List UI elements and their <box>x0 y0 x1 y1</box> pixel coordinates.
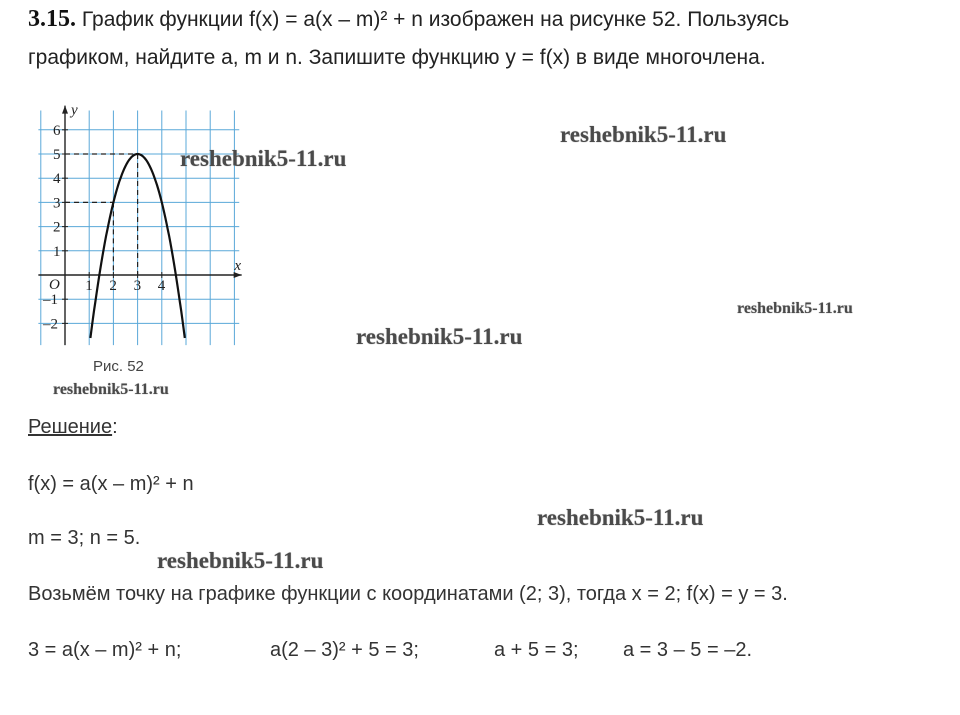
solution-step-3: a + 5 = 3; <box>494 639 579 661</box>
watermark-3: reshebnik5-11.ru <box>737 300 853 317</box>
y-tick-label: –2 <box>43 316 58 333</box>
axis-y-label: y <box>71 102 78 119</box>
solution-step-4: a = 3 – 5 = –2. <box>623 639 752 661</box>
parabola-figure <box>37 102 242 363</box>
watermark-2: reshebnik5-11.ru <box>560 122 727 147</box>
axis-x-label: x <box>234 258 242 274</box>
watermark-5: reshebnik5-11.ru <box>53 381 169 398</box>
watermark-1: reshebnik5-11.ru <box>180 146 347 171</box>
x-tick-label: 2 <box>109 278 117 294</box>
y-tick-label: 6 <box>53 122 61 139</box>
y-tick-label: –1 <box>43 292 58 309</box>
y-tick-label: 2 <box>53 219 61 236</box>
y-axis-arrow <box>62 106 68 114</box>
problem-text-1: График функции f(x) = a(x – m)² + n изображен на рисунке 52. Пользуясь <box>76 8 790 31</box>
watermark-4: reshebnik5-11.ru <box>356 324 523 349</box>
x-tick-label: 1 <box>85 278 93 294</box>
problem-number: 3.15. <box>28 6 76 32</box>
solution-step-2: a(2 – 3)² + 5 = 3; <box>270 639 419 661</box>
y-tick-label: 5 <box>53 147 61 163</box>
solution-mn-values: m = 3; n = 5. <box>28 527 141 549</box>
y-tick-label: 3 <box>53 195 61 212</box>
watermark-6: reshebnik5-11.ru <box>537 505 704 530</box>
x-tick-label: 4 <box>157 278 166 294</box>
solution-heading-row <box>28 416 118 439</box>
solution-heading-colon: : <box>112 416 118 438</box>
parabola-graph <box>37 102 242 358</box>
origin-label: O <box>49 277 60 293</box>
solution-step-1: 3 = a(x – m)² + n; <box>28 639 182 661</box>
watermark-7: reshebnik5-11.ru <box>157 548 324 573</box>
figure-caption: Рис. 52 <box>93 358 144 375</box>
solution-heading: Решение <box>28 416 113 438</box>
problem-line-1 <box>28 6 789 33</box>
solution-formula: f(x) = a(x – m)² + n <box>28 473 194 495</box>
y-tick-label: 1 <box>53 243 61 260</box>
problem-line-2: графиком, найдите a, m и n. Запишите функцию y = f(x) в виде многочлена. <box>28 46 766 69</box>
y-tick-label: 4 <box>53 171 61 188</box>
x-tick-label: 3 <box>133 278 142 294</box>
solution-point-sentence: Возьмём точку на графике функции с координатами (2; 3), тогда x = 2; f(x) = y = 3. <box>28 583 788 605</box>
